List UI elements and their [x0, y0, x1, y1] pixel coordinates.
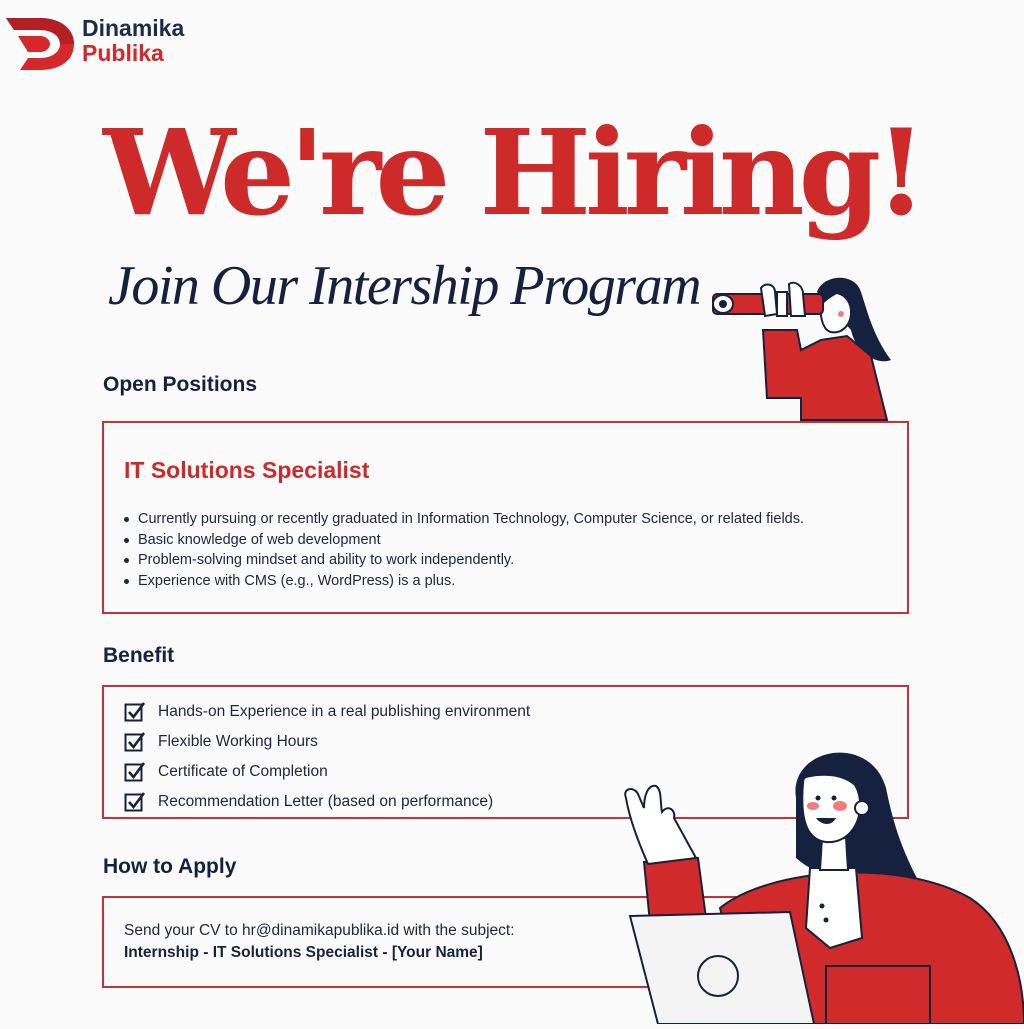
how-to-apply-heading: How to Apply [103, 855, 237, 878]
brand-logo-text [82, 16, 184, 66]
benefit-text: Recommendation Letter (based on performance) [158, 793, 494, 810]
requirement-item: Experience with CMS (e.g., WordPress) is a plus. [138, 571, 804, 592]
job-card [102, 421, 909, 614]
page-headline: We're Hiring! [103, 103, 921, 242]
checkbox-check-icon [124, 761, 146, 783]
logo-line-1: Dinamika [82, 15, 185, 41]
requirement-item: Problem-solving mindset and ability to work independently. [138, 550, 804, 571]
requirements-list [138, 509, 804, 591]
checkbox-check-icon [124, 731, 146, 753]
page-subheadline: Join Our Intership Program [108, 255, 701, 317]
requirement-item: Currently pursuing or recently graduated in Information Technology, Computer Science, or related fields. [138, 509, 804, 530]
waving-woman-illustration [600, 738, 1024, 1024]
requirement-item: Basic knowledge of web development [138, 530, 804, 551]
telescope-woman-illustration [705, 270, 905, 422]
benefit-item [124, 727, 530, 757]
checkbox-check-icon [124, 701, 146, 723]
open-positions-heading: Open Positions [103, 373, 258, 396]
benefit-item [124, 697, 530, 727]
checkbox-check-icon [124, 791, 146, 813]
benefit-heading: Benefit [103, 644, 175, 667]
benefit-text: Hands-on Experience in a real publishing environment [158, 703, 531, 720]
benefit-text: Flexible Working Hours [158, 733, 318, 750]
benefit-text: Certificate of Completion [158, 763, 328, 780]
job-title: IT Solutions Specialist [124, 457, 370, 483]
logo-d-icon [6, 14, 76, 72]
benefit-list [124, 697, 530, 817]
apply-subject: Internship - IT Solutions Specialist - [Your Name] [124, 944, 483, 961]
logo-line-2: Publika [82, 40, 164, 66]
benefit-item [124, 757, 530, 787]
apply-instructions: Send your CV to hr@dinamikapublika.id with the subject: [124, 922, 515, 939]
benefit-item [124, 787, 530, 817]
